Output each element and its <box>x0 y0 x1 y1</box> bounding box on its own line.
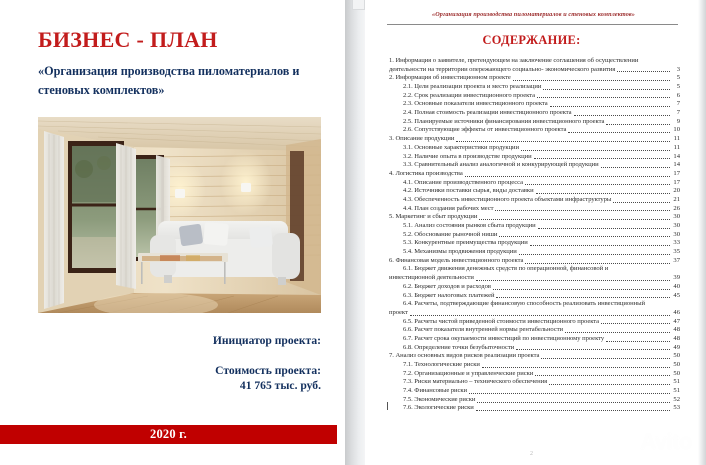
toc-entry-label: 3.3. Сравнительный анализ аналогичной и конкурирующей продукции <box>403 161 599 169</box>
toc-entry-label: 3.1. Основные характеристики продукции <box>403 143 520 151</box>
toc-entry[interactable] <box>389 212 680 221</box>
toc-entry-page: 46 <box>673 308 680 316</box>
project-cost-label: Стоимость проекта: <box>215 364 321 377</box>
toc-entry-page: 40 <box>673 282 680 290</box>
toc-leader-dots <box>536 188 670 194</box>
toc-entry[interactable] <box>389 377 680 386</box>
toc-entry[interactable] <box>389 169 680 178</box>
toc-entry[interactable] <box>389 99 680 108</box>
toc-entry-label: 4. Логистика производства <box>389 169 463 177</box>
toc-leader-dots <box>543 84 670 90</box>
toc-entry-label: 2.6. Сопутствующие эффекты от инвестиционного проекта <box>403 126 567 134</box>
toc-entry-label: 3.2. Наличие опыта в производстве продукции <box>403 152 532 160</box>
toc-entry-page: 3 <box>676 65 680 73</box>
toc-entry[interactable] <box>389 143 680 152</box>
toc-entry-page: 39 <box>673 274 680 282</box>
toc-leader-dots <box>525 258 670 264</box>
toc-leader-dots <box>496 292 670 298</box>
toc-entry-label: 6.3. Бюджет налоговых платежей <box>403 291 495 299</box>
toc-entry-page: 30 <box>673 230 680 238</box>
project-cost-value: 41 765 тыс. руб. <box>239 379 321 392</box>
avito-watermark-label: Avito <box>640 429 692 454</box>
toc-leader-dots <box>482 362 670 368</box>
toc-entry-page: 50 <box>673 352 680 360</box>
toc-entry-label: инвестиционной деятельности <box>389 274 474 282</box>
toc-entry[interactable] <box>389 317 680 326</box>
toc-entry-page: 20 <box>673 187 680 195</box>
toc-entry-page: 17 <box>673 178 680 186</box>
toc-entry-label: 4.3. Обеспеченность инвестиционного проекта объектами инфраструктуры <box>403 195 612 203</box>
toc-entry-page: 51 <box>673 378 680 386</box>
toc-entry-label: 2. Информация об инвестиционном проекте <box>389 74 511 82</box>
contents-page <box>365 0 698 465</box>
year-banner <box>0 425 337 444</box>
toc-entry-label: 3. Описание продукции <box>389 135 455 143</box>
toc-entry[interactable] <box>389 126 680 135</box>
toc-leader-dots <box>469 388 670 394</box>
toc-entry[interactable] <box>389 256 680 265</box>
toc-entry[interactable] <box>389 369 680 378</box>
toc-entry-label: деятельности на территории опережающего социально- экономического развития <box>389 65 616 73</box>
toc-leader-dots <box>601 318 670 324</box>
toc-entry[interactable] <box>389 334 680 343</box>
toc-entry-page: 53 <box>673 404 680 412</box>
toc-leader-dots <box>476 405 670 411</box>
gutter-notch <box>352 0 365 10</box>
toc-leader-dots <box>495 205 670 211</box>
toc-leader-dots <box>465 171 670 177</box>
toc-entry-label: 7.1. Технологические риски <box>403 361 480 369</box>
toc-entry-label: 6.7. Расчет срока окупаемости инвестиций по инвестиционному проекту <box>403 334 605 342</box>
toc-entry[interactable] <box>389 195 680 204</box>
toc-entry-page: 7 <box>676 100 680 108</box>
toc-entry-label: 5.1. Анализ состояния рынков сбыта продукции <box>403 222 536 230</box>
toc-entry-page: 48 <box>673 326 680 334</box>
cover-subtitle: «Организация производства пиломатериалов и стеновых комплектов» <box>38 64 300 97</box>
toc-entry-page: 45 <box>673 291 680 299</box>
toc-entry[interactable] <box>389 160 680 169</box>
toc-entry[interactable] <box>389 178 680 187</box>
toc-entry-page: 50 <box>673 369 680 377</box>
toc-leader-dots <box>479 214 670 220</box>
toc-entry-label: 4.1. Описание производственного процесса <box>403 178 523 186</box>
toc-leader-dots <box>535 370 670 376</box>
toc-entry-page: 14 <box>673 152 680 160</box>
toc-entry[interactable] <box>389 134 680 143</box>
toc-leader-dots <box>538 223 670 229</box>
toc-entry-page: 11 <box>673 143 680 151</box>
toc-entry[interactable] <box>389 247 680 256</box>
toc-entry-label: 5.2. Обоснование рыночной ниши <box>403 230 498 238</box>
toc-entry-page: 48 <box>673 334 680 342</box>
toc-entry[interactable] <box>389 299 680 308</box>
toc-leader-dots <box>574 110 670 116</box>
toc-entry-page: 49 <box>673 343 680 351</box>
toc-entry[interactable] <box>389 117 680 126</box>
toc-leader-dots <box>647 302 670 307</box>
toc-entry-label: 7.6. Экологические риски <box>403 404 474 412</box>
toc-entry-page: 52 <box>673 395 680 403</box>
toc-leader-dots <box>606 119 670 125</box>
toc-entry-label: 6.6. Расчет показателя внутренней нормы рентабельности <box>403 326 564 334</box>
toc-entry[interactable] <box>389 221 680 230</box>
page-edge-shadow <box>698 0 706 465</box>
toc-entry-page: 14 <box>673 161 680 169</box>
toc-entry-label: 5. Маркетинг и сбыт продукции <box>389 213 478 221</box>
toc-entry-label: 1. Информация о заявителе, претендующем на заключение соглашения об осуществлении <box>389 56 639 64</box>
toc-entry[interactable] <box>389 108 680 117</box>
toc-entry-label: проект <box>389 308 408 316</box>
toc-entry[interactable] <box>389 56 680 65</box>
toc-entry-label: 4.4. План создания рабочих мест <box>403 204 494 212</box>
toc-entry-page: 51 <box>673 387 680 395</box>
toc-leader-dots <box>640 59 670 64</box>
toc-leader-dots <box>565 327 670 333</box>
toc-leader-dots <box>456 136 670 142</box>
page-gutter <box>345 0 365 465</box>
toc-entry-label: 2.2. Срок реализации инвестиционного проекта <box>403 91 535 99</box>
toc-entry-page: 21 <box>673 195 680 203</box>
toc-entry[interactable] <box>389 204 680 213</box>
page-title: БИЗНЕС - ПЛАН <box>38 27 218 52</box>
toc-entry[interactable] <box>389 186 680 195</box>
toc-entry[interactable] <box>389 282 680 291</box>
toc-entry-label: 6.8. Определение точки безубыточности <box>403 343 515 351</box>
toc-leader-dots <box>613 197 670 203</box>
toc-leader-dots <box>530 240 670 246</box>
toc-leader-dots <box>477 397 670 403</box>
year-label: 2020 г. <box>150 427 187 441</box>
toc-entry[interactable] <box>389 91 680 100</box>
toc-entry-page: 30 <box>673 213 680 221</box>
toc-entry-page: 9 <box>676 117 680 125</box>
toc-entry-page: 37 <box>673 256 680 264</box>
toc-entry-page: 6 <box>676 91 680 99</box>
toc-entry-page: 17 <box>673 169 680 177</box>
interior-render-image <box>38 117 321 313</box>
toc-entry-page: 26 <box>673 204 680 212</box>
toc-leader-dots <box>410 310 670 316</box>
toc-entry-label: 6. Финансовая модель инвестиционного проекта <box>389 256 524 264</box>
toc-leader-dots <box>499 231 670 237</box>
toc-entry-label: 7.3. Риски материально – технического обеспечения <box>403 378 548 386</box>
toc-entry-page: 30 <box>673 222 680 230</box>
toc-leader-dots <box>601 162 670 168</box>
toc-entry[interactable] <box>389 351 680 360</box>
toc-entry[interactable] <box>389 230 680 239</box>
toc-entry-label: 6.5. Расчеты чистой приведенной стоимости инвестиционного проекта <box>403 317 600 325</box>
toc-leader-dots <box>516 344 670 350</box>
toc-leader-dots <box>617 66 670 72</box>
toc-entry[interactable] <box>389 273 680 282</box>
toc-entry[interactable] <box>389 360 680 369</box>
toc-entry-page: 5 <box>676 83 680 91</box>
cover-photo <box>38 117 321 313</box>
header-rule <box>387 24 678 25</box>
toc-entry[interactable] <box>389 343 680 352</box>
toc-entry[interactable] <box>389 404 680 413</box>
toc-entry-page: 5 <box>676 74 680 82</box>
toc-entry-label: 7.5. Экономические риски <box>403 395 476 403</box>
toc-leader-dots <box>534 153 670 159</box>
toc-entry[interactable] <box>389 82 680 91</box>
toc-entry-label: 5.3. Конкурентные преимущества продукции <box>403 239 528 247</box>
table-of-contents <box>389 56 680 412</box>
toc-entry-label: 7.2. Организационные и управленческие риски <box>403 369 534 377</box>
toc-leader-dots <box>476 275 670 281</box>
toc-leader-dots <box>513 75 670 81</box>
toc-leader-dots <box>541 353 670 359</box>
toc-entry[interactable] <box>389 291 680 300</box>
toc-entry-label: 2.4. Полная стоимость реализации инвестиционного проекта <box>403 109 572 117</box>
toc-entry-label: 2.1. Цели реализации проекта и место реализации <box>403 83 542 91</box>
toc-leader-dots <box>549 379 670 385</box>
toc-leader-dots <box>521 145 670 151</box>
toc-entry-label: 7.4. Финансовые риски <box>403 387 468 395</box>
toc-leader-dots <box>606 336 670 342</box>
toc-leader-dots <box>568 127 670 133</box>
toc-entry-label: 7. Анализ основных видов рисков реализации проекта <box>389 352 540 360</box>
toc-leader-dots <box>550 101 670 107</box>
toc-entry-page: 50 <box>673 361 680 369</box>
toc-leader-dots <box>610 267 670 272</box>
toc-entry-label: 2.3. Основные показатели инвестиционного проекта <box>403 100 548 108</box>
toc-leader-dots <box>519 249 670 255</box>
toc-entry[interactable] <box>389 73 680 82</box>
toc-entry-page: 35 <box>673 248 680 256</box>
toc-leader-dots <box>493 284 670 290</box>
cover-page-content <box>0 0 345 465</box>
toc-entry-label: 6.4. Расчеты, подтверждающие финансовую способность реализовать инвестиционный <box>403 300 645 308</box>
toc-entry-label: 6.2. Бюджет доходов и расходов <box>403 282 491 290</box>
toc-entry-label: 5.4. Механизмы продвижения продукции <box>403 248 517 256</box>
page-number: 2 <box>530 451 533 457</box>
toc-entry[interactable] <box>389 238 680 247</box>
initiator-label: Инициатор проекта: <box>212 334 321 347</box>
cover-page <box>0 0 345 465</box>
toc-entry-page: 10 <box>673 126 680 134</box>
toc-leader-dots <box>537 92 670 98</box>
contents-heading: СОДЕРЖАНИЕ: <box>482 33 581 47</box>
text-cursor <box>387 402 388 410</box>
toc-entry-page: 33 <box>673 239 680 247</box>
toc-entry[interactable] <box>389 386 680 395</box>
running-header: «Организация производства пиломатериалов и стеновых комплектов» <box>432 11 635 18</box>
toc-entry[interactable] <box>389 308 680 317</box>
toc-entry-label: 4.2. Источники поставки сырья, виды доставки <box>403 187 534 195</box>
toc-leader-dots <box>525 179 670 185</box>
toc-entry-label: 2.5. Планируемые источники финансирования инвестиционного проекта <box>403 117 605 125</box>
toc-entry-page: 11 <box>673 135 680 143</box>
toc-entry-label: 6.1. Бюджет движения денежных средств по операционной, финансовой и <box>403 265 609 273</box>
toc-entry-page: 47 <box>673 317 680 325</box>
toc-entry[interactable] <box>389 395 680 404</box>
toc-entry-page: 7 <box>676 109 680 117</box>
toc-entry[interactable] <box>389 65 680 74</box>
toc-entry[interactable] <box>389 325 680 334</box>
toc-entry[interactable] <box>389 265 680 274</box>
toc-entry[interactable] <box>389 152 680 161</box>
